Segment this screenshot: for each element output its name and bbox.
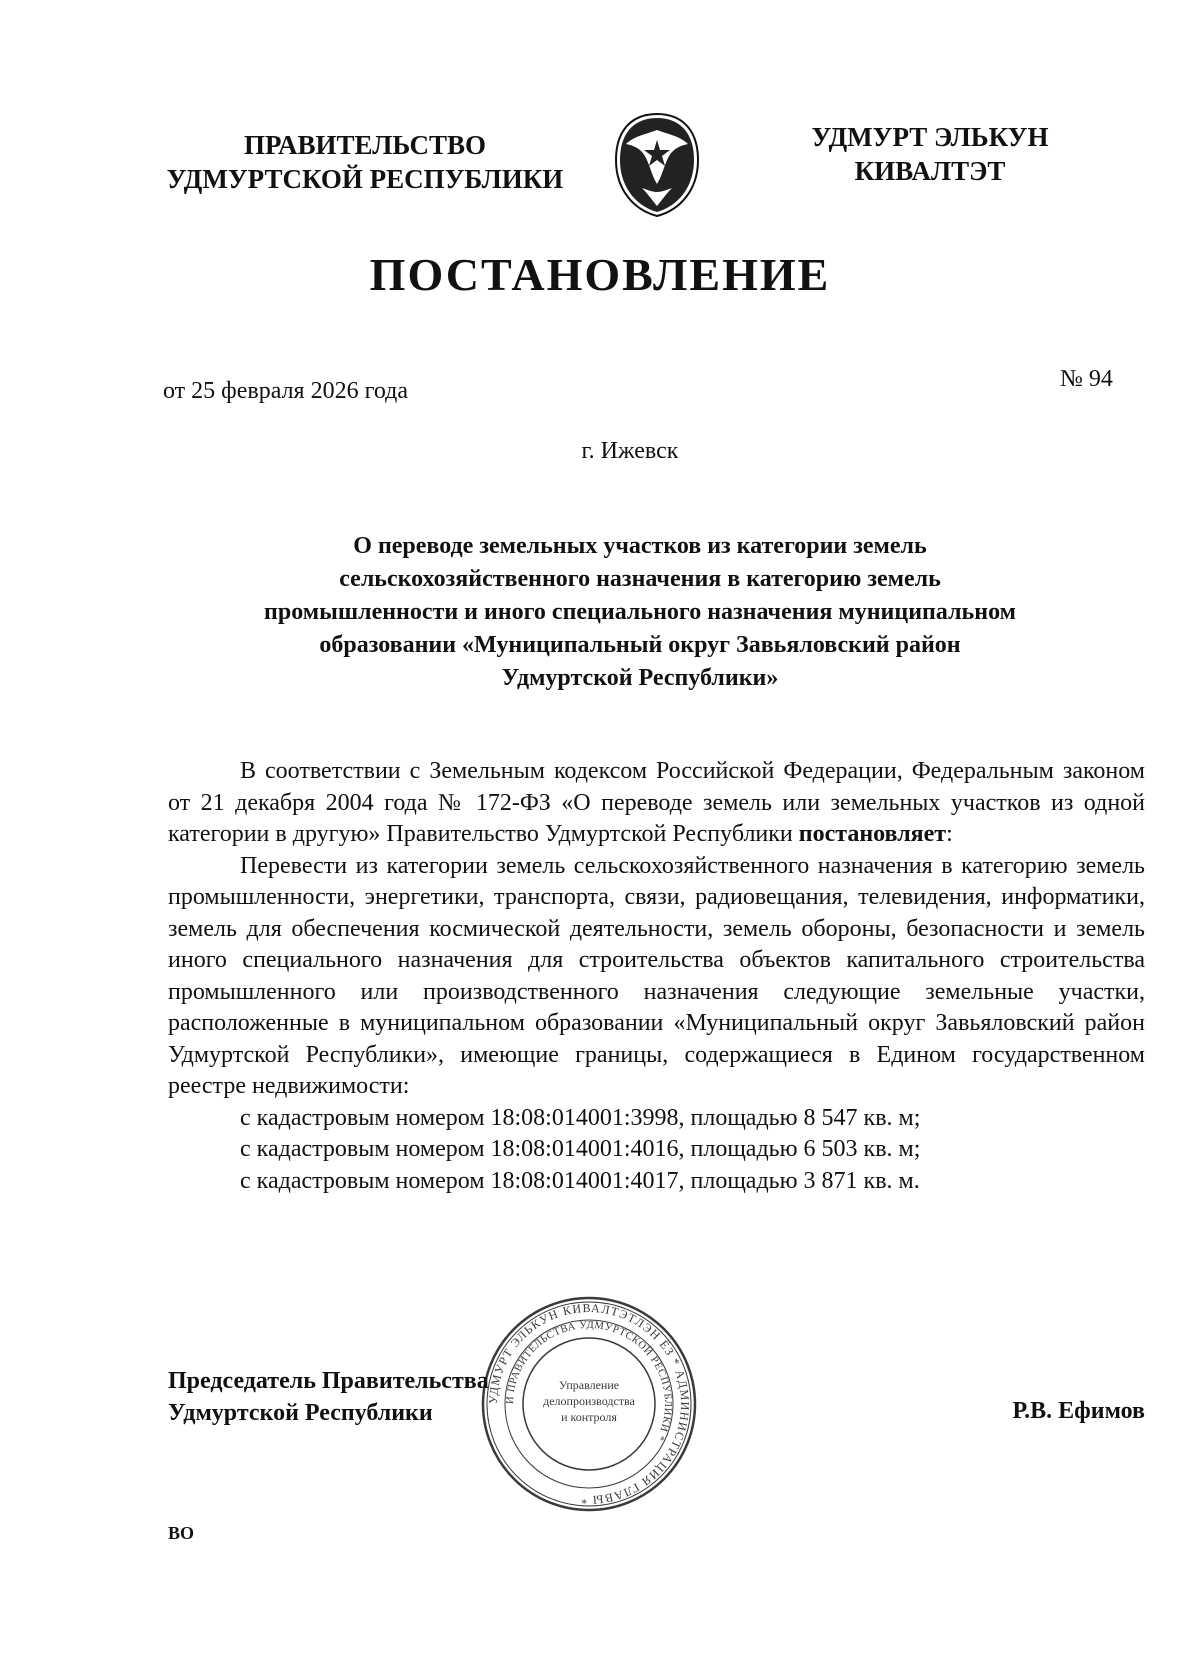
signatory-title-line1: Председатель Правительства (168, 1368, 489, 1394)
org-name-udmurt-line2: КИВАЛТЭТ (854, 156, 1006, 186)
document-city: г. Ижевск (581, 438, 679, 464)
org-name-udmurt-line1: УДМУРТ ЭЛЬКУН (811, 122, 1049, 152)
stamp-inner-text: И ПРАВИТЕЛЬСТВА УДМУРТСКОЙ РЕСПУБЛИКИ * (504, 1319, 674, 1443)
cadastral-item: с кадастровым номером 18:08:014001:4016, площадью 6 503 кв. м; (240, 1136, 921, 1162)
signatory-title-line2: Удмуртской Республики (168, 1400, 433, 1426)
stamp-center-line3: и контроля (561, 1410, 617, 1424)
document-title: О переводе земельных участков из категории земель сельскохозяйственного назначения в категорию земель промышленности и иного специального назначения муниципальном образовании «Муниципальный округ Завьяловский район Удмуртской Республики» (264, 533, 1016, 691)
document-type: ПОСТАНОВЛЕНИЕ (369, 249, 831, 300)
stamp-center-line2: делопроизводства (543, 1394, 635, 1408)
document-body (168, 756, 1145, 1197)
document-date: от 25 февраля 2026 года (163, 378, 409, 404)
cadastral-item: с кадастровым номером 18:08:014001:3998, площадью 8 547 кв. м; (240, 1104, 921, 1131)
body-paragraph-2: Перевести из категории земель сельскохозяйственного назначения в категорию земель промышленности, энергетики, транспорта, связи, радиовещания, телевидения, информатики, земель для обеспечения космической деятельности, земель обороны, безопасности и земель иного специального назначения для строительства объектов капитального строительства промышленного или производственного назначения следующие земельные участки, расположенные в муниципальном образовании «Муниципальный округ Завьяловский район Удмуртской Республики», имеющие границы, содержащиеся в Едином государственном реестре недвижимости: (168, 852, 1145, 1099)
stamp-center-line1: Управление (558, 1378, 620, 1392)
org-name-russian (150, 128, 580, 196)
body-paragraph-1 (168, 756, 1145, 851)
signatory-name: Р.В. Ефимов (1012, 1398, 1145, 1424)
org-name-udmurt (780, 120, 1080, 188)
body-paragraph-1-emphasis: постановляет (798, 821, 947, 847)
footer-code: ВО (168, 1523, 195, 1543)
org-name-russian-line1: ПРАВИТЕЛЬСТВО (243, 130, 487, 160)
body-paragraph-1-text: В соответствии с Земельным кодексом Российской Федерации, Федеральным законом от 21 декабря 2004 года № 172-ФЗ «О переводе земель или земельных участков из одной категории в другую» Правительство Удмуртской Республики (168, 758, 1145, 847)
stamp-outer-text: УДМУРТ ЭЛЬКУН КИВАЛТЭТЛЭН ЁЗ * АДМИНИСТРАЦИЯ ГЛАВЫ * (485, 1300, 693, 1508)
signatory-title (168, 1365, 489, 1429)
official-stamp (478, 1293, 700, 1515)
body-paragraph-1-end: : (946, 821, 953, 847)
cadastral-item: с кадастровым номером 18:08:014001:4017, площадью 3 871 кв. м. (240, 1167, 920, 1194)
org-name-russian-line2: УДМУРТСКОЙ РЕСПУБЛИКИ (166, 164, 564, 194)
coat-of-arms-icon (612, 110, 702, 220)
document-number: № 94 (1060, 366, 1113, 392)
